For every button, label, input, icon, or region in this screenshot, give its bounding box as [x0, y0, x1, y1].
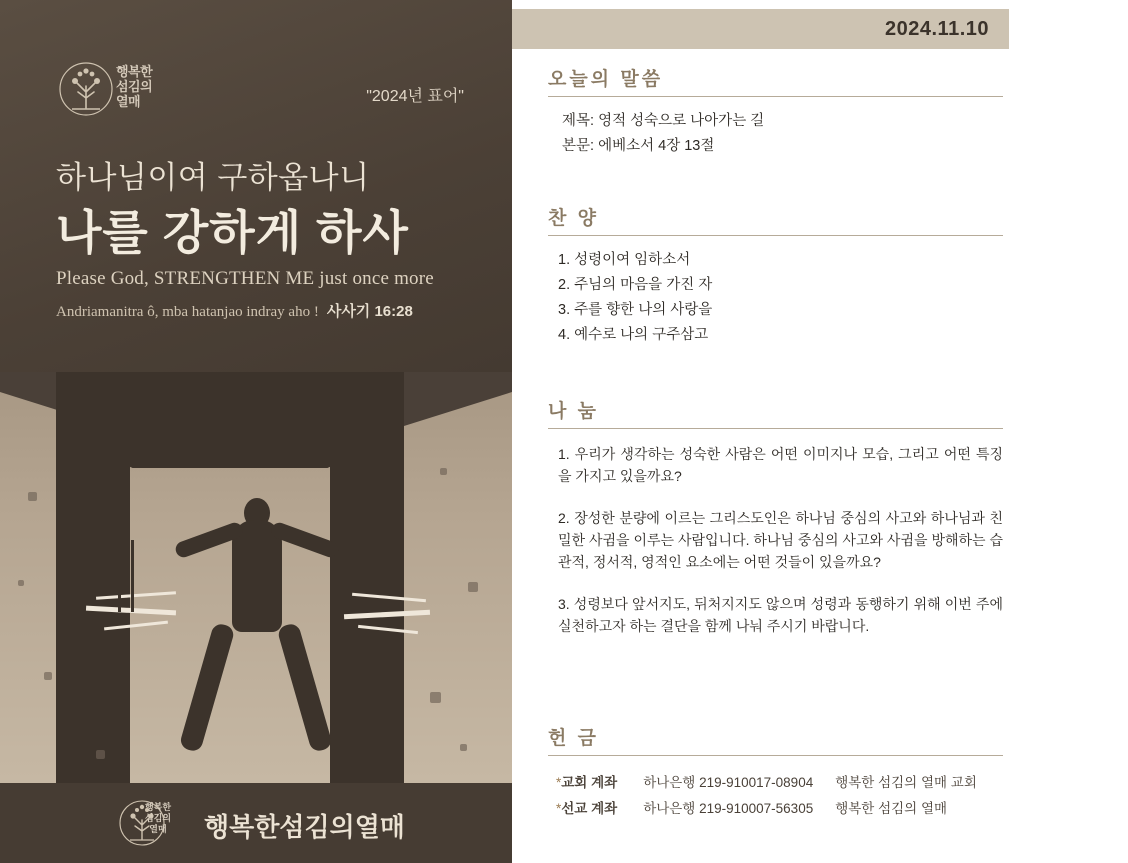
footer-logo: [118, 800, 408, 848]
rubble-icon: [44, 672, 52, 680]
rubble-icon: [96, 750, 105, 759]
figure-leg-left: [179, 622, 236, 753]
church-name: 행복한섬김의열매: [204, 812, 405, 842]
rubble-icon: [28, 492, 37, 501]
offering-holder: 행복한 섬김의 열매: [835, 801, 948, 816]
section-title-sharing: 나 눔: [548, 401, 599, 422]
headline-line-2: 나를 강하게 하사: [56, 206, 409, 259]
year-slogan: "2024년 표어": [366, 88, 464, 105]
section-title-offering: 헌 금: [548, 728, 599, 749]
section-offering: [548, 723, 1003, 822]
logo-line-1: 행복한: [116, 64, 153, 79]
sharing-question-2: 2. 장성한 분량에 이르는 그리스도인은 하나님 중심의 사고와 하나님과 친밀한 사귐을 이루는 사람입니다. 하나님 중심의 사고와 사귐을 방해하는 습관적, 정서적, 영적인 요소에는 어떤 것들이 있을까요?: [558, 510, 1003, 570]
logo-line-2: 섬김의: [116, 79, 153, 94]
footer-logo-line-3: 열매: [149, 824, 167, 834]
poster-panel: [0, 0, 512, 863]
offering-account: 하나은행 219-910017-08904: [643, 775, 814, 790]
headline-line-1: 하나님이여 구하옵나니: [56, 160, 370, 195]
word-text: 본문: 에베소서 4장 13절: [562, 138, 715, 154]
section-body-word: [548, 97, 1003, 159]
offering-label: 교회 계좌: [561, 775, 618, 790]
footer-logo-line-2: 섬김의: [144, 813, 172, 823]
list-item: 3. 주를 향한 나의 사랑을: [558, 302, 713, 318]
verse-reference: 사사기 16:28: [326, 303, 413, 320]
offering-holder: 행복한 섬김의 열매 교회: [835, 775, 977, 790]
rubble-icon: [468, 582, 478, 592]
list-item: 1. 성령이여 임하소서: [558, 252, 691, 268]
english-slogan: Please God, STRENGTHEN ME just once more: [56, 268, 434, 289]
offering-label: 선교 계좌: [561, 801, 618, 816]
rubble-icon: [430, 692, 441, 703]
section-body-praise: [548, 236, 1003, 348]
chain-icon: [118, 540, 134, 612]
church-logo: [58, 62, 233, 120]
offering-row: [548, 796, 1003, 822]
logo-line-3: 열매: [116, 94, 141, 109]
section-title-word: 오늘의 말씀: [548, 69, 664, 90]
malagasy-slogan: Andriamanitra ô, mba hatanjao indray aho !: [56, 304, 319, 320]
list-item: 4. 예수로 나의 구주삼고: [558, 327, 709, 343]
asterisk-icon: *: [556, 775, 562, 790]
word-subject: 제목: 영적 성숙으로 나아가는 길: [562, 113, 765, 129]
section-body-sharing: [548, 429, 1003, 637]
asterisk-icon: *: [556, 801, 562, 816]
tree-logo-icon: [58, 62, 114, 116]
sharing-question-3: 3. 성령보다 앞서지도, 뒤처지지도 않으며 성령과 동행하기 위해 이번 주에 실천하고자 하는 결단을 함께 나눠 주시기 바랍니다.: [558, 596, 1003, 634]
figure-leg-right: [276, 622, 333, 753]
sharing-question-1: 1. 우리가 생각하는 성숙한 사람은 어떤 이미지나 모습, 그리고 어떤 특징을 가지고 있을까요?: [558, 446, 1003, 484]
section-word: [548, 64, 1003, 159]
footer-logo-line-1: 행복한: [144, 802, 172, 812]
section-title-praise: 찬 양: [548, 208, 599, 229]
list-item: 2. 주님의 마음을 가진 자: [558, 277, 713, 293]
rubble-icon: [440, 468, 447, 475]
logo-text: [116, 64, 152, 109]
malagasy-slogan-row: [56, 300, 413, 321]
offering-row: [548, 770, 1003, 796]
bulletin-date: 2024.11.10: [885, 18, 989, 40]
poster-illustration: [0, 372, 512, 783]
offering-account: 하나은행 219-910007-56305: [643, 801, 814, 816]
rubble-icon: [460, 744, 467, 751]
section-praise: [548, 203, 1003, 348]
footer-logo-text: [118, 802, 198, 835]
bulletin-content: [512, 0, 1128, 863]
date-banner: [512, 9, 1009, 49]
section-body-offering: [548, 756, 1003, 822]
rubble-icon: [18, 580, 24, 586]
section-sharing: [548, 396, 1003, 657]
samson-silhouette: [172, 480, 342, 766]
